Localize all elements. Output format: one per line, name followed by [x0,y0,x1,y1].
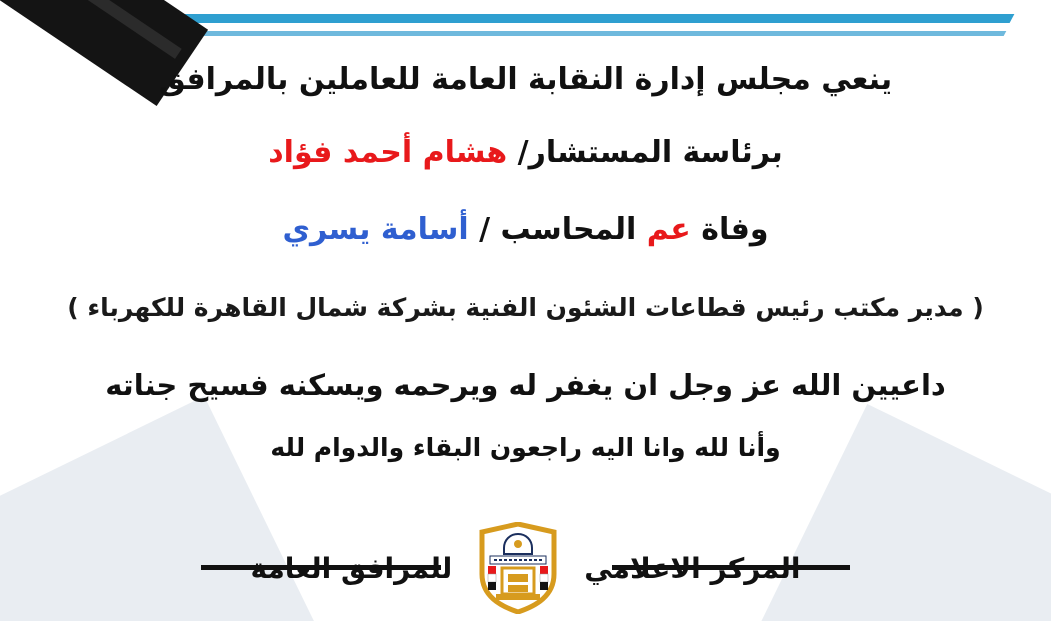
chairman-name: هشام أحمد فؤاد [268,135,508,170]
announcement-line: ينعي مجلس إدارة النقابة العامة للعاملين بالمرافق [158,62,893,97]
chairman-prefix: برئاسة المستشار/ [507,135,783,170]
job-title-line: ( مدير مكتب رئيس قطاعات الشئون الفنية بشركة شمال القاهرة للكهرباء ) [67,293,984,322]
footer-text-left: للمرافق العامة [250,551,453,585]
death-word: عم [646,212,691,247]
footer-text-right: المركز الاعلامي [584,551,801,585]
death-line [0,212,1051,247]
verse-line: وأنا لله وانا اليه راجعون البقاء والدوام لله [270,433,781,462]
union-emblem-icon [470,522,566,614]
death-prefix: وفاة [690,212,769,247]
poster-footer [0,528,1051,608]
deceased-name: أسامة يسري [282,212,469,247]
death-mid: المحاسب / [468,212,647,247]
prayer-line: داعيين الله عز وجل ان يغفر له ويرحمه ويسكنه فسيح جناته [105,368,946,402]
chairman-line [0,135,1051,170]
